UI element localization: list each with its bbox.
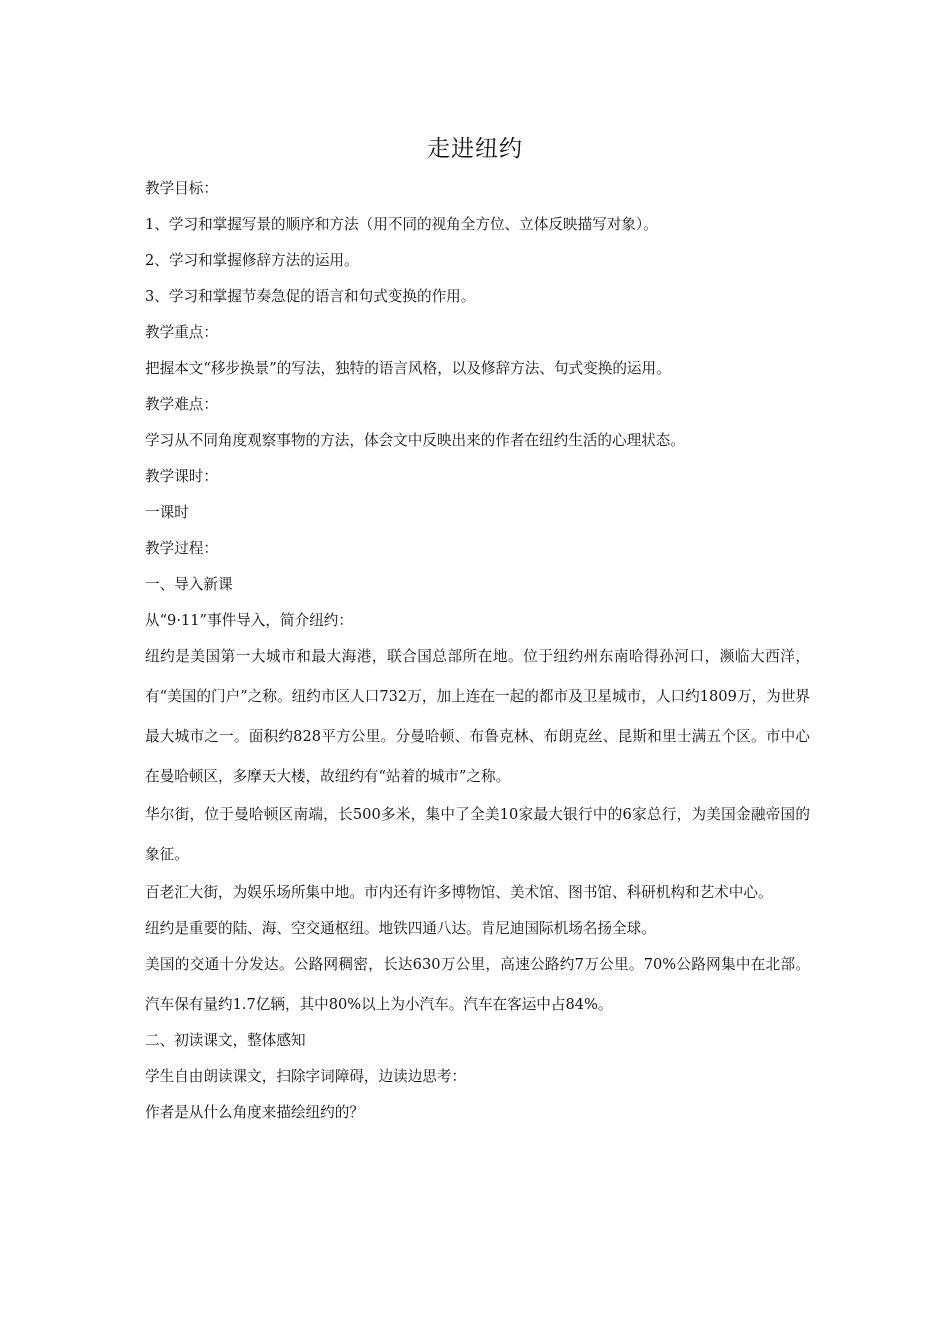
reading-instruction: 学生自由朗读课文，扫除字词障碍，边读边思考： xyxy=(145,1068,467,1085)
difficulties-text: 学习从不同角度观察事物的方法，体会文中反映出来的作者在纽约生活的心理状态。 xyxy=(145,432,685,449)
paragraph-newyork: 纽约是美国第一大城市和最大海港，联合国总部所在地。位于纽约州东南哈得孙河口，濒临大西洋，有“美国的门户”之称。纽约市区人口732万，加上连在一起的都市及卫星城市，人口约1809万，为世界最大城市之一。面积约828平方公里。分曼哈顿、布鲁克林、布朗克丝、昆斯和里士满五个区。市中心在曼哈顿区，多摩天大楼，故纽约有“站着的城市”之称。 xyxy=(145,648,810,785)
heading-process: 教学过程： xyxy=(145,540,218,557)
document-body xyxy=(145,171,810,1131)
objective-item-1: 1、学习和掌握写景的顺序和方法（用不同的视角全方位、立体反映描写对象）。 xyxy=(145,216,658,233)
heading-key-points: 教学重点： xyxy=(145,324,218,341)
section-one-heading: 一、导入新课 xyxy=(145,576,233,593)
paragraph-wall-street: 华尔街，位于曼哈顿区南端，长500多米，集中了全美10家最大银行中的6家总行，为美国金融帝国的象征。 xyxy=(145,806,810,863)
heading-difficulties: 教学难点： xyxy=(145,396,218,413)
key-points-text: 把握本文“移步换景”的写法，独特的语言风格，以及修辞方法、句式变换的运用。 xyxy=(145,360,671,377)
intro-line: 从“9·11”事件导入，简介纽约： xyxy=(145,612,353,629)
section-two-heading: 二、初读课文，整体感知 xyxy=(145,1032,306,1049)
document-title: 走进纽约 xyxy=(427,136,523,162)
heading-class-hours: 教学课时： xyxy=(145,468,218,485)
class-hours-text: 一课时 xyxy=(145,504,189,521)
objective-item-2: 2、学习和掌握修辞方法的运用。 xyxy=(145,252,359,269)
objective-item-3: 3、学习和掌握节奏急促的语言和句式变换的作用。 xyxy=(145,288,476,305)
reading-question: 作者是从什么角度来描绘纽约的？ xyxy=(145,1104,364,1121)
paragraph-us-traffic: 美国的交通十分发达。公路网稠密，长达630万公里，高速公路约7万公里。70%公路网集中在北部。汽车保有量约1.7亿辆，其中80%以上为小汽车。汽车在客运中占84%。 xyxy=(145,956,810,1013)
heading-objectives: 教学目标： xyxy=(145,180,218,197)
paragraph-broadway: 百老汇大街，为娱乐场所集中地。市内还有许多博物馆、美术馆、图书馆、科研机构和艺术中心。 xyxy=(145,884,773,901)
transport-line: 纽约是重要的陆、海、空交通枢纽。地铁四通八达。肯尼迪国际机场名扬全球。 xyxy=(145,920,656,937)
